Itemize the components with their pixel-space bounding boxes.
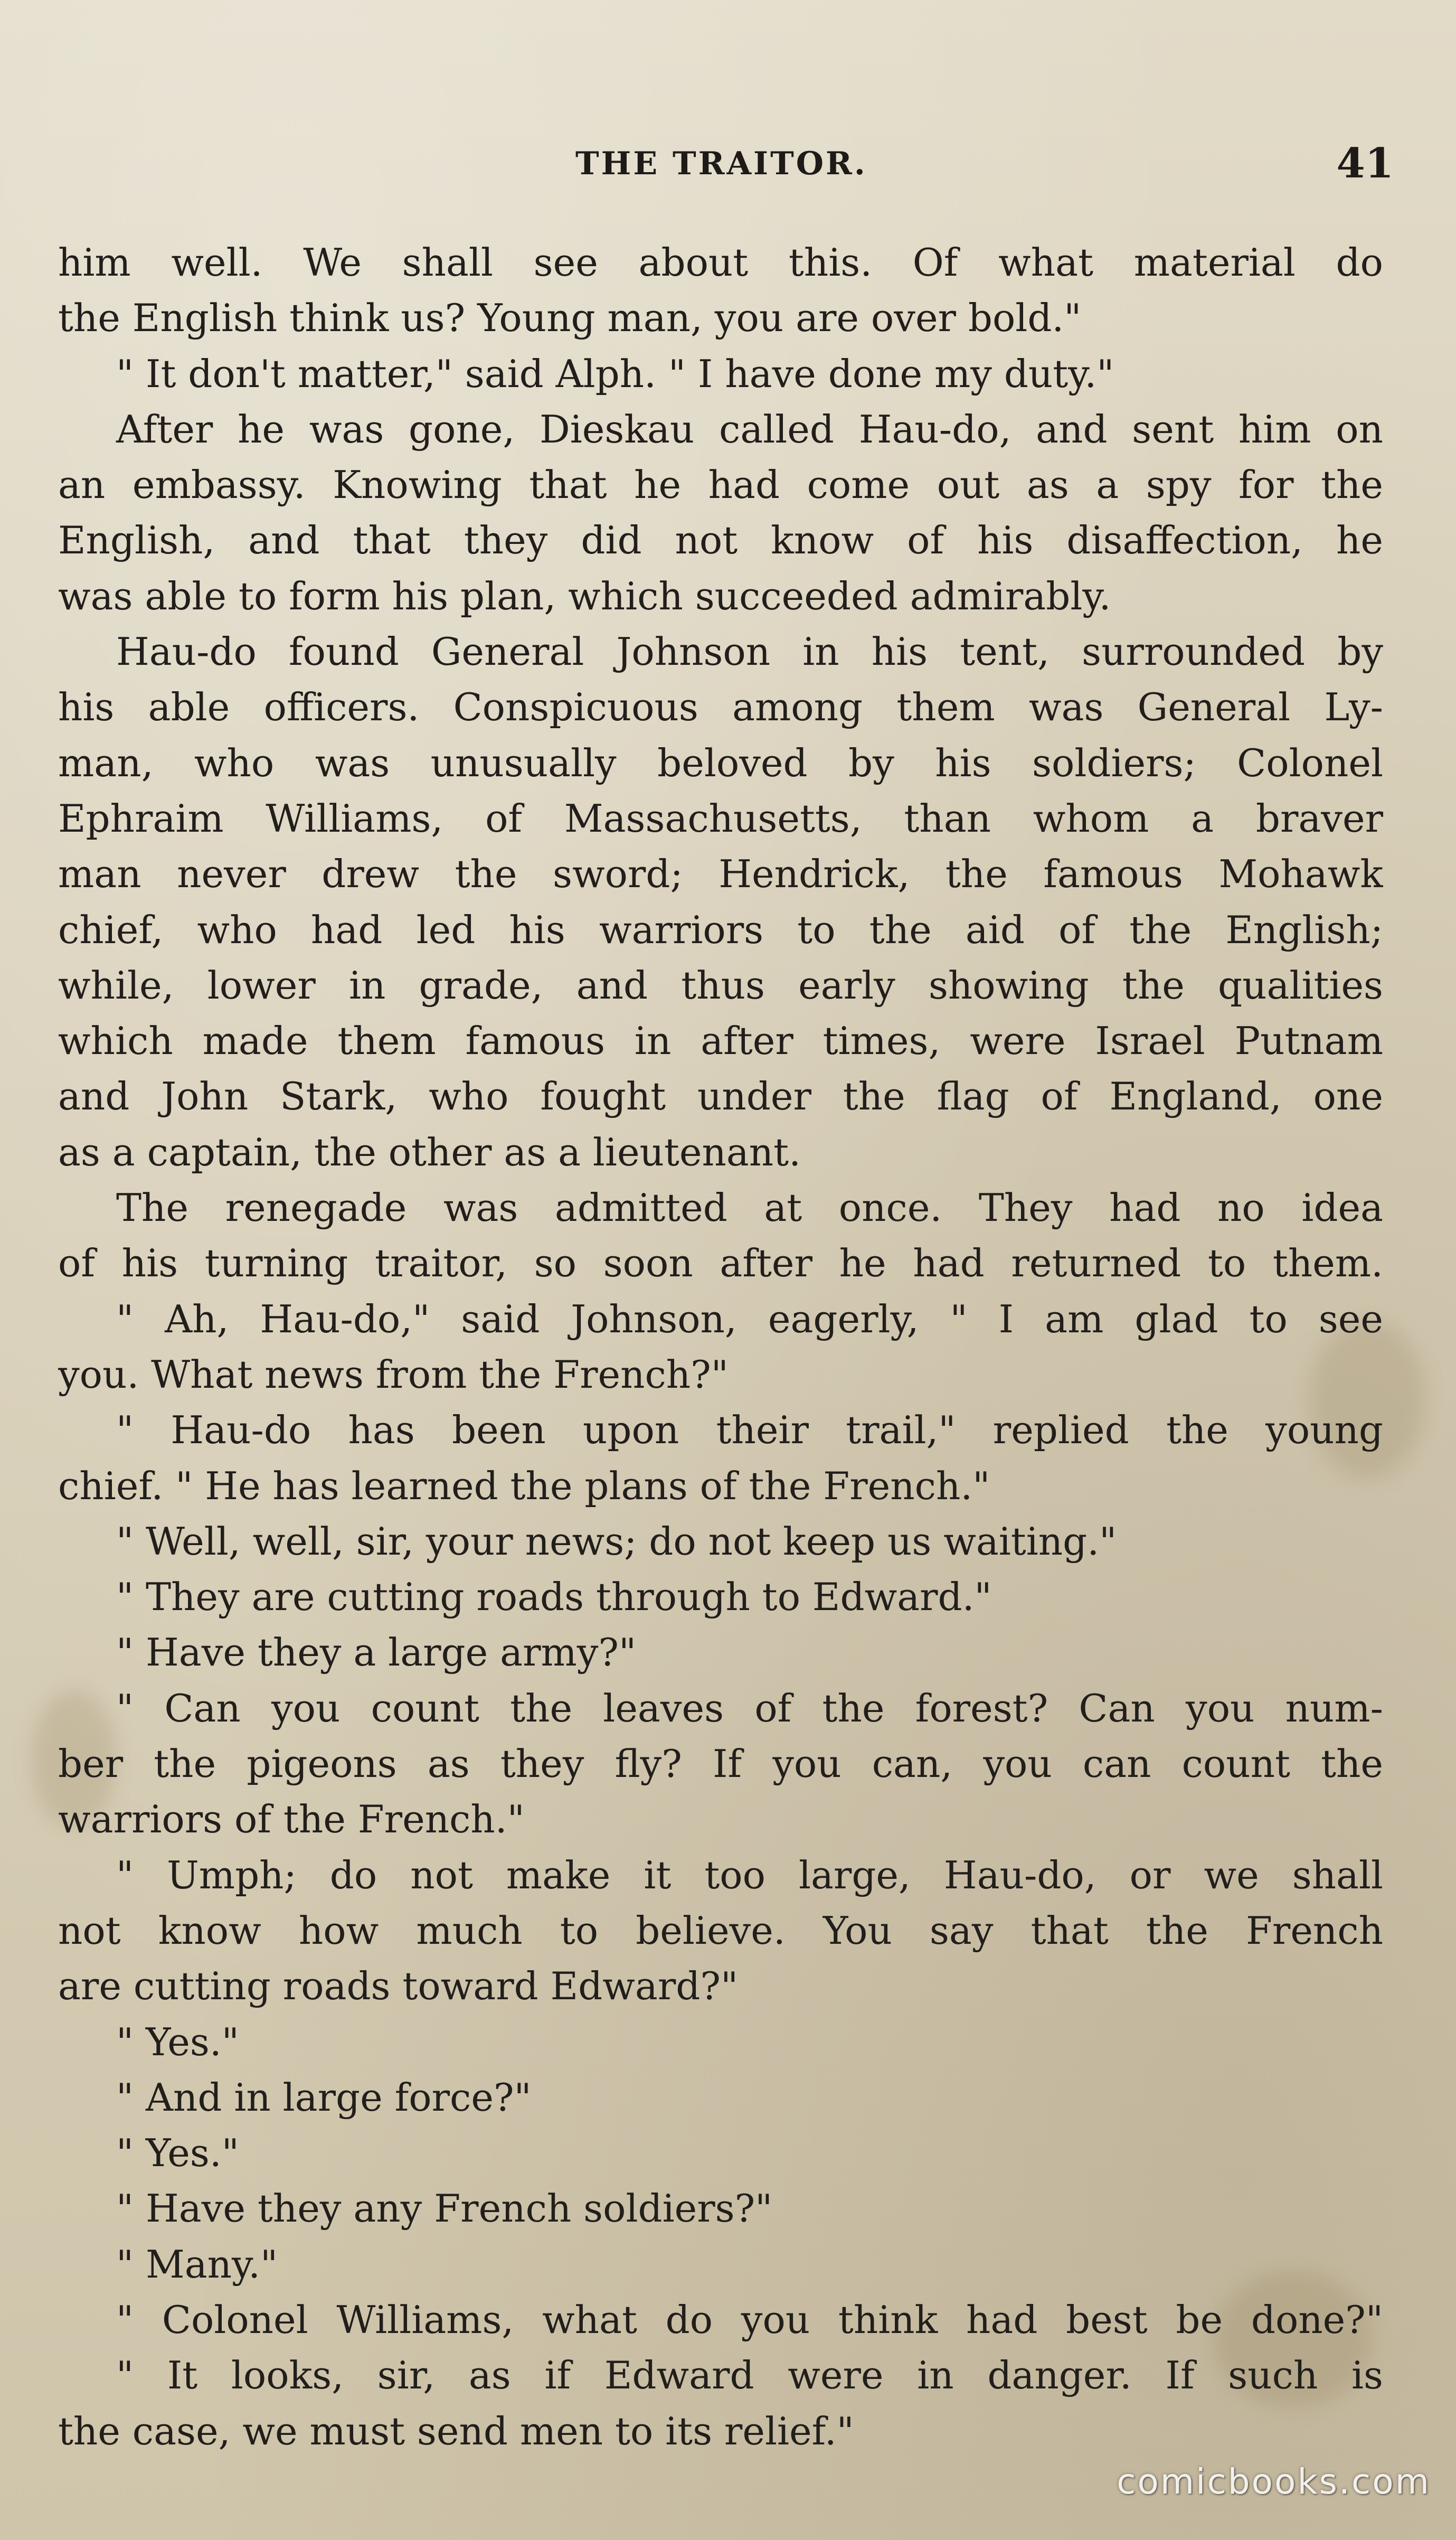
- text-line: " It looks, sir, as if Edward were in danger. If such is: [116, 2353, 1383, 2398]
- text-line: man, who was unusually beloved by his soldiers; Colonel: [58, 740, 1383, 785]
- text-line: Hau-do found General Johnson in his tent, surrounded by: [116, 629, 1383, 674]
- text-line: not know how much to believe. You say that the French: [58, 1908, 1383, 1953]
- text-line: which made them famous in after times, were Israel Putnam: [58, 1019, 1383, 1064]
- text-line: The renegade was admitted at once. They had no idea: [116, 1186, 1383, 1230]
- text-line: " Yes.": [116, 2019, 239, 2064]
- text-line: was able to form his plan, which succeeded admirably.: [58, 573, 1111, 618]
- text-line: the English think us? Young man, you are over bold.": [58, 296, 1082, 341]
- text-line: " Umph; do not make it too large, Hau-do, or we shall: [116, 1852, 1383, 1897]
- text-line: as a captain, the other as a lieutenant.: [58, 1130, 801, 1174]
- text-line: " Well, well, sir, your news; do not keep us waiting.": [116, 1519, 1117, 1564]
- running-title: THE TRAITOR.: [575, 145, 867, 182]
- text-line: and John Stark, who fought under the flag of England, one: [58, 1074, 1383, 1119]
- text-line: " Have they any French soldiers?": [116, 2186, 773, 2231]
- text-line: After he was gone, Dieskau called Hau-do, and sent him on: [116, 407, 1383, 451]
- text-line: " Colonel Williams, what do you think had best be done?": [116, 2297, 1383, 2342]
- text-line: " They are cutting roads through to Edward.": [116, 1575, 992, 1620]
- text-line: of his turning traitor, so soon after he had returned to them.: [58, 1241, 1383, 1286]
- text-line: " Have they a large army?": [116, 1630, 637, 1675]
- text-line: are cutting roads toward Edward?": [58, 1964, 739, 2009]
- text-line: " Yes.": [116, 2131, 239, 2176]
- text-line: " Can you count the leaves of the forest? Can you num-: [116, 1686, 1383, 1730]
- text-line: " Ah, Hau-do," said Johnson, eagerly, " I am glad to see: [116, 1296, 1383, 1341]
- text-line: " Many.": [116, 2242, 278, 2287]
- text-line: " It don't matter," said Alph. " I have done my duty.": [116, 351, 1114, 396]
- watermark: comicbooks.com: [1117, 2461, 1431, 2502]
- text-line: chief, who had led his warriors to the aid of the English;: [58, 907, 1383, 952]
- text-line: " Hau-do has been upon their trail," replied the young: [116, 1408, 1383, 1453]
- text-line: Ephraim Williams, of Massachusetts, than whom a braver: [58, 796, 1383, 841]
- text-line: while, lower in grade, and thus early showing the qualities: [58, 963, 1383, 1008]
- text-line: chief. " He has learned the plans of the French.": [58, 1463, 990, 1508]
- page-header: [0, 135, 1456, 193]
- text-line: English, and that they did not know of his disaffection, he: [58, 518, 1383, 563]
- text-line: warriors of the French.": [58, 1797, 525, 1842]
- text-line: you. What news from the French?": [58, 1352, 729, 1397]
- text-line: him well. We shall see about this. Of what material do: [58, 240, 1383, 285]
- text-line: man never drew the sword; Hendrick, the famous Mohawk: [58, 852, 1383, 897]
- text-line: ber the pigeons as they fly? If you can, you can count the: [58, 1742, 1383, 1786]
- text-line: the case, we must send men to its relief.": [58, 2409, 854, 2453]
- text-line: his able officers. Conspicuous among them was General Ly-: [58, 685, 1383, 730]
- text-line: an embassy. Knowing that he had come out as a spy for the: [58, 463, 1383, 507]
- body-text: [58, 235, 1383, 2459]
- text-line: " And in large force?": [116, 2075, 532, 2120]
- page-number: 41: [1336, 139, 1394, 187]
